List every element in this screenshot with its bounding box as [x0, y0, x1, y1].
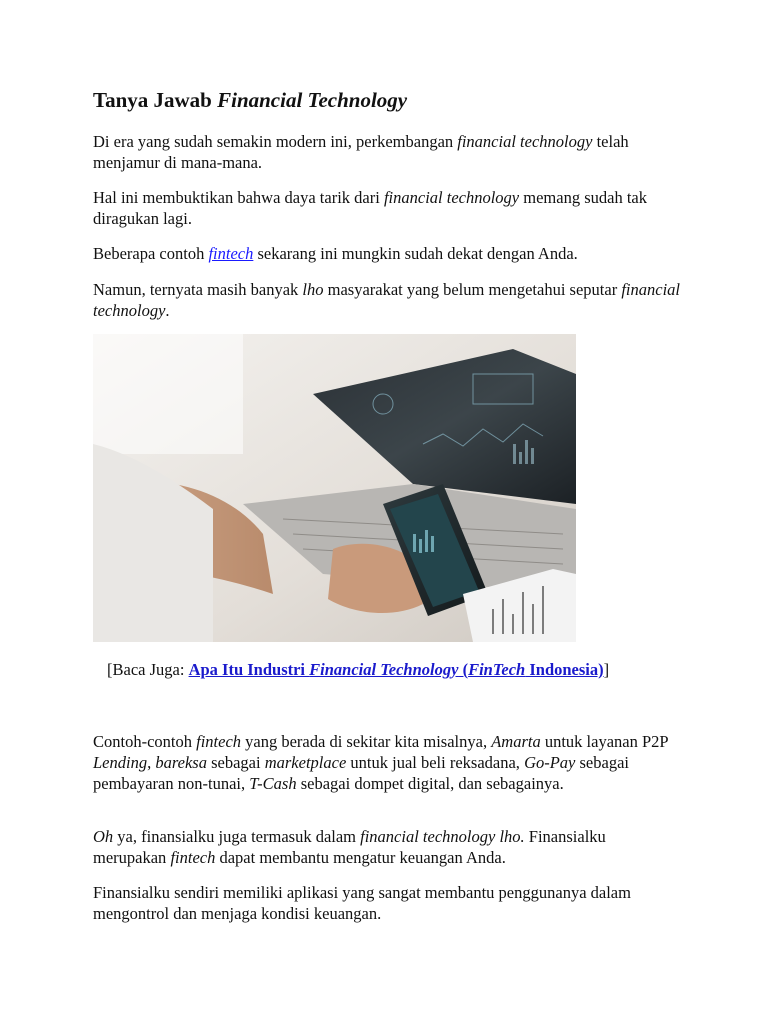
caption-link-e: Indonesia): [525, 660, 604, 679]
read-also-caption: [107, 660, 609, 680]
p6-text-b: ya, finansialku juga termasuk dalam: [113, 827, 361, 846]
paragraph-2: [93, 187, 683, 229]
p1-text-c: telah menjamur di mana-mana.: [93, 132, 629, 172]
p4-text-d: financial technology: [93, 280, 680, 320]
paragraph-5: [93, 731, 683, 794]
p5-text-i: sebagai: [206, 753, 265, 772]
p2-text-a: Hal ini membuktikan bahwa daya tarik dari: [93, 188, 384, 207]
p5-text-n: T-Cash: [249, 774, 297, 793]
fintech-photo: [93, 334, 576, 642]
p2-text-b: financial technology: [383, 188, 520, 207]
p5-text-m: sebagai pembayaran non-tunai,: [93, 753, 629, 793]
p2-text-c: memang sudah tak diragukan lagi.: [93, 188, 647, 228]
caption-link-b: Financial Technology: [309, 660, 459, 679]
paragraph-6: [93, 826, 683, 868]
p5-text-o: sebagai dompet digital, dan sebagainya.: [296, 774, 564, 793]
p5-text-f: Lending: [93, 753, 148, 772]
paragraph-3: [93, 243, 683, 264]
p6-text-c: financial technology lho.: [360, 827, 525, 846]
p5-text-d: Amarta: [491, 732, 541, 751]
p6-text-e: fintech: [170, 848, 216, 867]
read-also-link[interactable]: [189, 660, 604, 679]
p4-text-b: lho: [302, 280, 324, 299]
p5-text-l: Go-Pay: [524, 753, 576, 772]
title-italic: Financial Technology: [217, 88, 408, 112]
p5-text-h: bareksa: [155, 753, 207, 772]
fintech-link[interactable]: fintech: [208, 244, 254, 263]
p4-text-a: Namun, ternyata masih banyak: [93, 280, 303, 299]
p5-text-g: ,: [147, 753, 156, 772]
p5-text-e: untuk layanan P2P: [540, 732, 668, 751]
title-plain: Tanya Jawab: [93, 88, 218, 112]
p5-text-b: fintech: [196, 732, 242, 751]
p6-text-a: Oh: [93, 827, 114, 846]
p1-text-a: Di era yang sudah semakin modern ini, perkembangan: [93, 132, 458, 151]
paragraph-1: [93, 131, 683, 173]
p7-text-a: Finansialku sendiri memiliki aplikasi yang sangat membantu penggunanya dalam mengontrol dan menjaga kondisi keuangan.: [93, 883, 631, 923]
p5-text-j: marketplace: [264, 753, 347, 772]
p5-text-c: yang berada di sekitar kita misalnya,: [241, 732, 492, 751]
p4-text-e: .: [165, 301, 170, 320]
caption-link-a: Apa Itu Industri: [188, 660, 310, 679]
p3-text-a: Beberapa contoh: [93, 244, 209, 263]
p5-text-k: untuk jual beli reksadana,: [346, 753, 525, 772]
p5-text-a: Contoh-contoh: [93, 732, 197, 751]
p3-text-c: sekarang ini mungkin sudah dekat dengan Anda.: [253, 244, 578, 263]
p6-text-f: dapat membantu mengatur keuangan Anda.: [215, 848, 506, 867]
caption-link-c: (: [458, 660, 469, 679]
p4-text-c: masyarakat yang belum mengetahui seputar: [323, 280, 622, 299]
page-title: [93, 88, 407, 113]
paragraph-7: [93, 882, 683, 924]
caption-suffix: ]: [603, 660, 610, 679]
p6-text-d: Finansialku merupakan: [93, 827, 606, 867]
paragraph-4: [93, 279, 683, 321]
caption-link-d: FinTech: [468, 660, 526, 679]
p1-text-b: financial technology: [457, 132, 593, 151]
caption-prefix: [Baca Juga:: [107, 660, 189, 679]
